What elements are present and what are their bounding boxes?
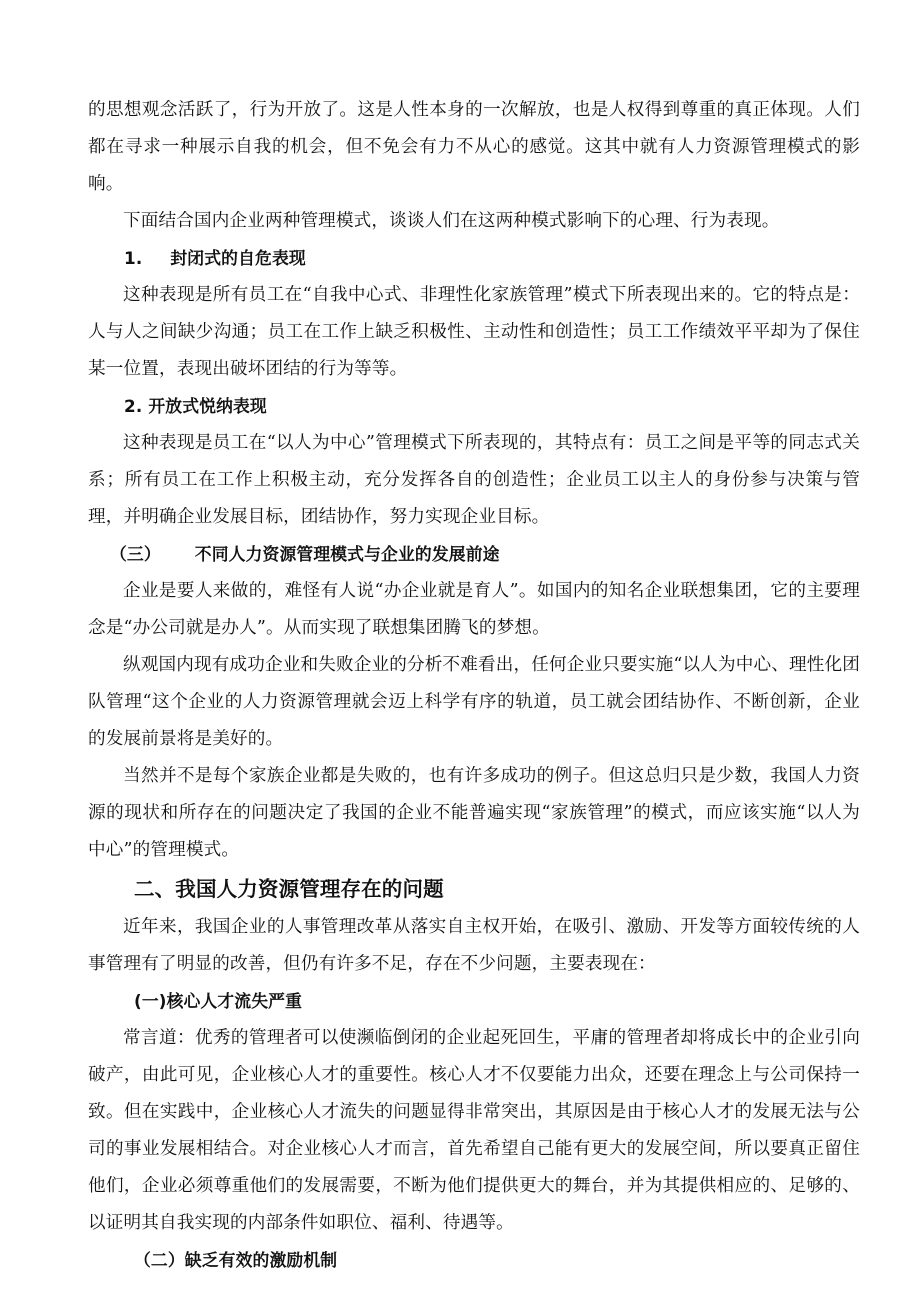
paragraph-continuation: 的思想观念活跃了，行为开放了。这是人性本身的一次解放，也是人权得到尊重的真正体现。人们都在寻求一种展示自我的机会，但不免会有力不从心的感觉。这其中就有人力资源管理模式的影响。 — [88, 100, 860, 194]
paragraph-closed-style: 这种表现是所有员工在“自我中心式、非理性化家族管理”模式下所表现出来的。它的特点是：人与人之间缺少沟通；员工在工作上缺乏积极性、主动性和创造性；员工工作绩效平平却为了保住某一位置，表现出破坏团结的行为等等。 — [88, 285, 860, 379]
paragraph-enterprise-people: 企业是要人来做的，难怪有人说“办企业就是育人”。如国内的知名企业联想集团，它的主要理念是“办公司就是办人”。从而实现了联想集团腾飞的梦想。 — [88, 581, 860, 638]
heading-models-and-future — [88, 536, 860, 573]
paragraph-family-enterprise: 当然并不是每个家族企业都是失败的，也有许多成功的例子。但这总归只是少数，我国人力资源的现状和所存在的问题决定了我国的企业不能普遍实现“家族管理”的模式，而应该实施“以人为中心”的管理模式。 — [88, 766, 860, 860]
heading-number: （三） — [110, 544, 161, 564]
heading-number: 1. — [124, 248, 143, 268]
heading-incentive-mechanism: （二）缺乏有效的激励机制 — [134, 1250, 338, 1270]
paragraph-talent-loss: 常言道：优秀的管理者可以使濒临倒闭的企业起死回生，平庸的管理者却将成长中的企业引向破产，由此可见，企业核心人才的重要性。核心人才不仅要能力出众，还要在理念上与公司保持一致。但在实践中，企业核心人才流失的问题显得非常突出，其原因是由于核心人才的发展无法与公司的事业发展相结合。对企业核心人才而言，首先希望自己能有更大的发展空间，所以要真正留住他们，企业必须尊重他们的发展需要，不断为他们提供更大的舞台，并为其提供相应的、足够的、以证明其自我实现的内部条件如职位、福利、待遇等。 — [88, 1028, 860, 1233]
paragraph-analysis: 纵观国内现有成功企业和失败企业的分析不难看出，任何企业只要实施“以人为中心、理性化团队管理“这个企业的人力资源管理就会迈上科学有序的轨道，员工就会团结协作、不断创新，企业的发展前景将是美好的。 — [88, 655, 860, 749]
paragraph-intro-modes: 下面结合国内企业两种管理模式，谈谈人们在这两种模式影响下的心理、行为表现。 — [123, 211, 780, 231]
document-body — [88, 92, 860, 1279]
paragraph-open-style: 这种表现是员工在“以人为中心”管理模式下所表现的，其特点有：员工之间是平等的同志式关系；所有员工在工作上积极主动，充分发挥各自的创造性；企业员工以主人的身份参与决策与管理，并明确企业发展目标，团结协作，努力实现企业目标。 — [88, 433, 860, 527]
heading-text: 封闭式的自危表现 — [170, 248, 306, 268]
heading-open-style: 2. 开放式悦纳表现 — [124, 396, 267, 416]
heading-text: 不同人力资源管理模式与企业的发展前途 — [194, 544, 500, 564]
heading-closed-style — [88, 240, 860, 277]
section-heading-problems: 二、我国人力资源管理存在的问题 — [134, 877, 444, 901]
heading-talent-loss: (一)核心人才流失严重 — [134, 991, 303, 1011]
paragraph-recent-years: 近年来，我国企业的人事管理改革从落实自主权开始，在吸引、激励、开发等方面较传统的人事管理有了明显的改善，但仍有许多不足，存在不少问题，主要表现在： — [88, 917, 860, 974]
